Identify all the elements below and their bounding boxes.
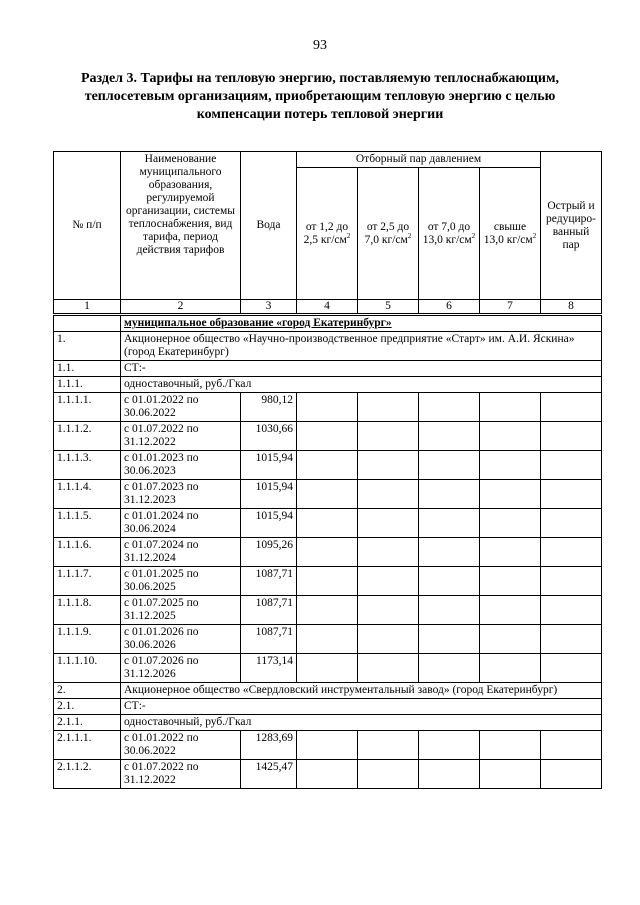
empty-cell [419, 596, 480, 625]
empty-cell [419, 393, 480, 422]
tariff-row-water-value: 1425,47 [241, 760, 297, 789]
tariff-row [54, 654, 602, 683]
tariff-table [53, 151, 602, 789]
tariff-row [54, 538, 602, 567]
empty-cell [419, 567, 480, 596]
page-number: 93 [313, 38, 327, 53]
empty-cell [480, 509, 541, 538]
tariff-row-number: 1.1.1.5. [54, 509, 121, 538]
empty-cell [541, 480, 602, 509]
tariff-row-period: с 01.07.2023 по 31.12.2023 [121, 480, 241, 509]
tariff-row-water-value: 1030,66 [241, 422, 297, 451]
tariff-row [54, 731, 602, 760]
header-acute-steam: Острый и редуциро-ванный пар [541, 152, 602, 300]
empty-cell [419, 509, 480, 538]
empty-cell [358, 760, 419, 789]
tariff-row [54, 451, 602, 480]
empty-cell [480, 538, 541, 567]
tariff-row [54, 625, 602, 654]
empty-cell [541, 451, 602, 480]
tariff-row-water-value: 1087,71 [241, 625, 297, 654]
org-row: 1. Акционерное общество «Научно-производственное предприятие «Старт» им. А.И. Яскина» (город Екатеринбург) [54, 332, 602, 361]
tariff-row-number: 1.1.1.9. [54, 625, 121, 654]
tariff-row-water-value: 1087,71 [241, 567, 297, 596]
tariff-row [54, 567, 602, 596]
tariff-row-number: 1.1.1.3. [54, 451, 121, 480]
tariff-row-period: с 01.01.2022 по 30.06.2022 [121, 731, 241, 760]
empty-cell [358, 654, 419, 683]
tariff-row-water-value: 1087,71 [241, 596, 297, 625]
empty-cell [480, 596, 541, 625]
municipality-row: муниципальное образование «город Екатеринбург» [54, 315, 602, 332]
tariff-row-water-value: 1173,14 [241, 654, 297, 683]
empty-cell [480, 422, 541, 451]
empty-cell [358, 451, 419, 480]
org-row: 2. Акционерное общество «Свердловский инструментальный завод» (город Екатеринбург) [54, 683, 602, 699]
empty-cell [541, 422, 602, 451]
empty-cell [297, 567, 358, 596]
header-name: Наименование муниципального образования, регулируемой организации, системы теплоснабжения, вид тарифа, период действия тарифов [121, 152, 241, 300]
tariff-row-period: с 01.07.2022 по 31.12.2022 [121, 422, 241, 451]
tariff-row-water-value: 1015,94 [241, 480, 297, 509]
empty-cell [297, 393, 358, 422]
empty-cell [541, 538, 602, 567]
tariff-type-row: 2.1.1. одноставочный, руб./Гкал [54, 715, 602, 731]
empty-cell [419, 538, 480, 567]
header-steam-2: от 2,5 до 7,0 $кг/см^2$ [358, 168, 419, 300]
empty-cell [480, 393, 541, 422]
tariff-row-number: 1.1.1.4. [54, 480, 121, 509]
tariff-row-number: 1.1.1.8. [54, 596, 121, 625]
empty-cell [480, 625, 541, 654]
tariff-row [54, 393, 602, 422]
tariff-row [54, 480, 602, 509]
empty-cell [480, 451, 541, 480]
empty-cell [297, 731, 358, 760]
tariff-row-water-value: 1015,94 [241, 509, 297, 538]
tariff-row-number: 1.1.1.10. [54, 654, 121, 683]
empty-cell [358, 480, 419, 509]
empty-cell [541, 731, 602, 760]
empty-cell [541, 393, 602, 422]
tariff-row-period: с 01.01.2023 по 30.06.2023 [121, 451, 241, 480]
tariff-row-period: с 01.07.2025 по 31.12.2025 [121, 596, 241, 625]
tariff-row-period: с 01.01.2025 по 30.06.2025 [121, 567, 241, 596]
tariff-row-water-value: 1015,94 [241, 451, 297, 480]
empty-cell [480, 654, 541, 683]
empty-cell [541, 625, 602, 654]
empty-cell [297, 451, 358, 480]
empty-cell [541, 567, 602, 596]
empty-cell [297, 538, 358, 567]
tariff-row-number: 1.1.1.7. [54, 567, 121, 596]
empty-cell [358, 567, 419, 596]
system-row: 1.1. СТ:- [54, 361, 602, 377]
column-numbers-row: 1 2 3 4 5 6 7 8 [54, 300, 602, 315]
tariff-type-row: 1.1.1. одноставочный, руб./Гкал [54, 377, 602, 393]
tariff-row-period: с 01.07.2026 по 31.12.2026 [121, 654, 241, 683]
header-steam-4: свыше 13,0 $кг/см^2$ [480, 168, 541, 300]
tariff-row-water-value: 1283,69 [241, 731, 297, 760]
tariff-row-period: с 01.01.2026 по 30.06.2026 [121, 625, 241, 654]
empty-cell [297, 509, 358, 538]
empty-cell [297, 654, 358, 683]
empty-cell [297, 760, 358, 789]
empty-cell [541, 596, 602, 625]
tariff-row-period: с 01.07.2024 по 31.12.2024 [121, 538, 241, 567]
empty-cell [419, 760, 480, 789]
tariff-row-number: 2.1.1.2. [54, 760, 121, 789]
empty-cell [419, 451, 480, 480]
tariff-row [54, 509, 602, 538]
tariff-row-period: с 01.07.2022 по 31.12.2022 [121, 760, 241, 789]
empty-cell [480, 731, 541, 760]
header-steam-1: от 1,2 до 2,5 $кг/см^2$ [297, 168, 358, 300]
empty-cell [419, 625, 480, 654]
empty-cell [358, 538, 419, 567]
tariff-row-period: с 01.01.2024 по 30.06.2024 [121, 509, 241, 538]
empty-cell [358, 596, 419, 625]
tariff-row-number: 2.1.1.1. [54, 731, 121, 760]
empty-cell [419, 654, 480, 683]
empty-cell [297, 480, 358, 509]
empty-cell [480, 567, 541, 596]
system-row: 2.1. СТ:- [54, 699, 602, 715]
tariff-row-number: 1.1.1.1. [54, 393, 121, 422]
tariff-row [54, 596, 602, 625]
empty-cell [297, 422, 358, 451]
tariff-row-number: 1.1.1.6. [54, 538, 121, 567]
empty-cell [358, 625, 419, 654]
header-steam-3: от 7,0 до 13,0 $кг/см^2$ [419, 168, 480, 300]
empty-cell [358, 422, 419, 451]
empty-cell [480, 760, 541, 789]
empty-cell [358, 731, 419, 760]
empty-cell [480, 480, 541, 509]
empty-cell [358, 509, 419, 538]
empty-cell [297, 625, 358, 654]
empty-cell [541, 760, 602, 789]
empty-cell [541, 654, 602, 683]
tariff-row-water-value: 1095,26 [241, 538, 297, 567]
tariff-row-number: 1.1.1.2. [54, 422, 121, 451]
tariff-row [54, 422, 602, 451]
tariff-row-water-value: 980,12 [241, 393, 297, 422]
header-number: № п/п [54, 152, 121, 300]
section-title: Раздел 3. Тарифы на тепловую энергию, поставляемую теплоснабжающим, теплосетевым организациям, приобретающим тепловую энергию с целью компенсации потерь тепловой энергии [80, 71, 560, 122]
empty-cell [541, 509, 602, 538]
tariff-row [54, 760, 602, 789]
empty-cell [419, 422, 480, 451]
tariff-row-period: с 01.01.2022 по 30.06.2022 [121, 393, 241, 422]
empty-cell [297, 596, 358, 625]
empty-cell [358, 393, 419, 422]
header-steam-group: Отборный пар давлением [297, 152, 541, 168]
header-water: Вода [241, 152, 297, 300]
empty-cell [419, 731, 480, 760]
empty-cell [419, 480, 480, 509]
